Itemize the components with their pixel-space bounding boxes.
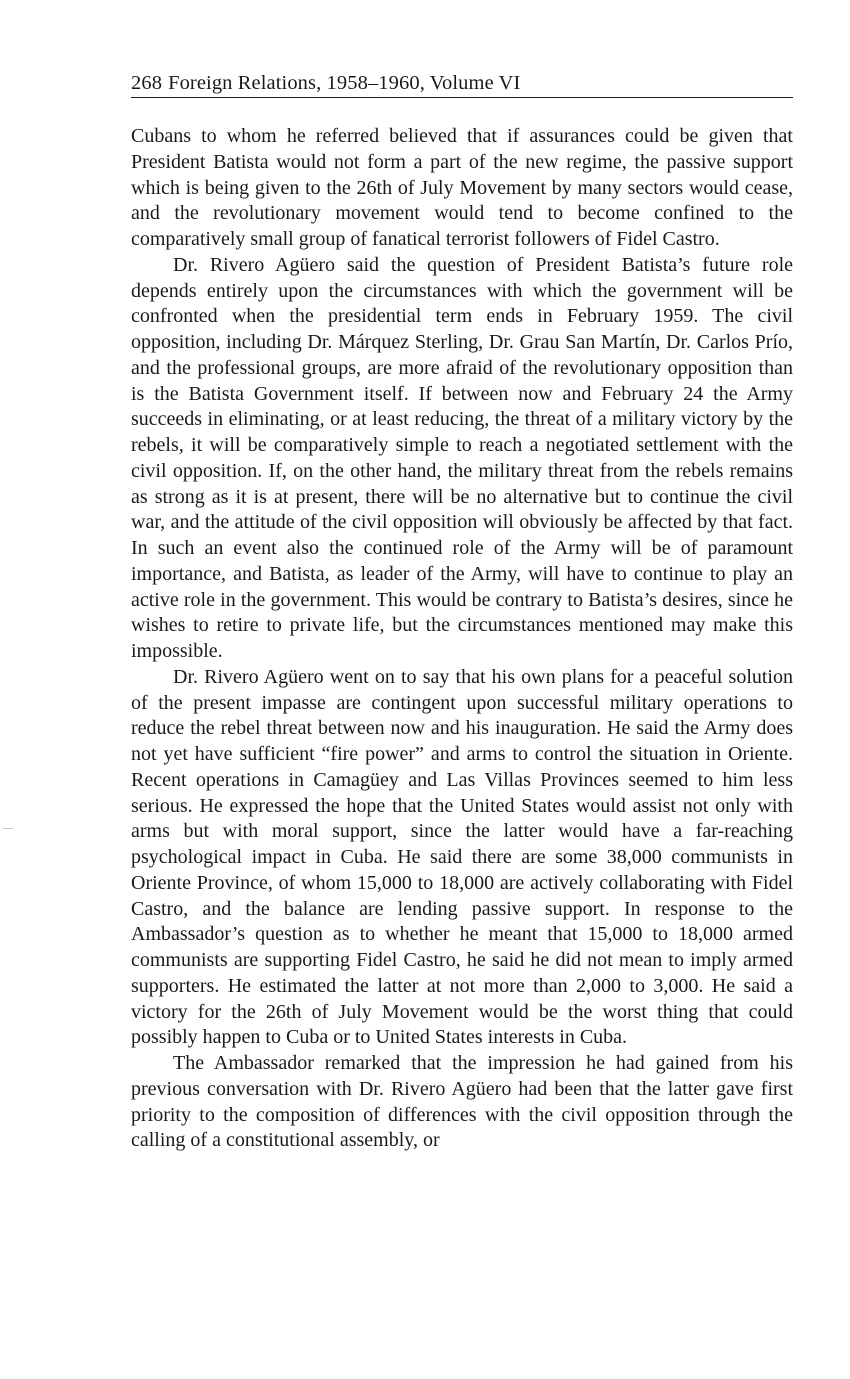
paragraph-peaceful-solution: Dr. Rivero Agüero went on to say that his own plans for a peaceful solution of the present impasse are contingent upon successful military operations to reduce the rebel threat between now and his inauguration. He said the Army does not yet have sufficient “fire power” and arms to control the situation in Oriente. Recent operations in Camagüey and Las Villas Provinces seemed to him less serious. He expressed the hope that the United States would assist not only with arms but with moral support, since the latter would have a far-reaching psychological impact in Cuba. He said there are some 38,000 communists in Oriente Province, of whom 15,000 to 18,000 are actively collaborating with Fidel Castro, and the balance are lending passive support. In response to the Ambassador’s question as to whether he meant that 15,000 to 18,000 armed communists are supporting Fidel Castro, he said he did not mean to imply armed supporters. He estimated the latter at not more than 2,000 to 3,000. He said a victory for the 26th of July Movement would be the worst thing that could possibly happen to Cuba or to United States interests in Cuba. (131, 665, 793, 1049)
document-page (131, 70, 793, 1154)
volume-title: Foreign Relations, 1958–1960, Volume VI (168, 72, 521, 94)
running-header (131, 70, 793, 98)
margin-mark (3, 828, 13, 829)
paragraph-ambassador-remark: The Ambassador remarked that the impression he had gained from his previous conversation with Dr. Rivero Agüero had been that the latter gave first priority to the composition of differences with the civil opposition through the calling of a constitutional assembly, or (131, 1052, 793, 1152)
document-body (131, 124, 793, 1154)
page-number: 268 (131, 72, 163, 94)
paragraph-continued: Cubans to whom he referred believed that if assurances could be given that President Batista would not form a part of the new regime, the passive support which is being given to the 26th of July Movement by many sectors would cease, and the revolutionary movement would tend to become confined to the comparatively small group of fanatical terrorist followers of Fidel Castro. (131, 125, 793, 250)
paragraph-batista-role: Dr. Rivero Agüero said the question of President Batista’s future role depends entirely upon the circumstances with which the government will be confronted when the presidential term ends in February 1959. The civil opposition, including Dr. Márquez Sterling, Dr. Grau San Martín, Dr. Carlos Prío, and the professional groups, are more afraid of the revolutionary opposition than is the Batista Government itself. If between now and February 24 the Army succeeds in eliminating, or at least reducing, the threat of a military victory by the rebels, it will be comparatively simple to reach a negotiated settlement with the civil opposition. If, on the other hand, the military threat from the rebels remains as strong as it is at present, there will be no alternative but to continue the civil war, and the attitude of the civil opposition will obviously be affected by that fact. In such an event also the continued role of the Army will be of paramount importance, and Batista, as leader of the Army, will have to continue to play an active role in the government. This would be contrary to Batista’s desires, since he wishes to retire to private life, but the circumstances mentioned may make this impossible. (131, 253, 793, 662)
